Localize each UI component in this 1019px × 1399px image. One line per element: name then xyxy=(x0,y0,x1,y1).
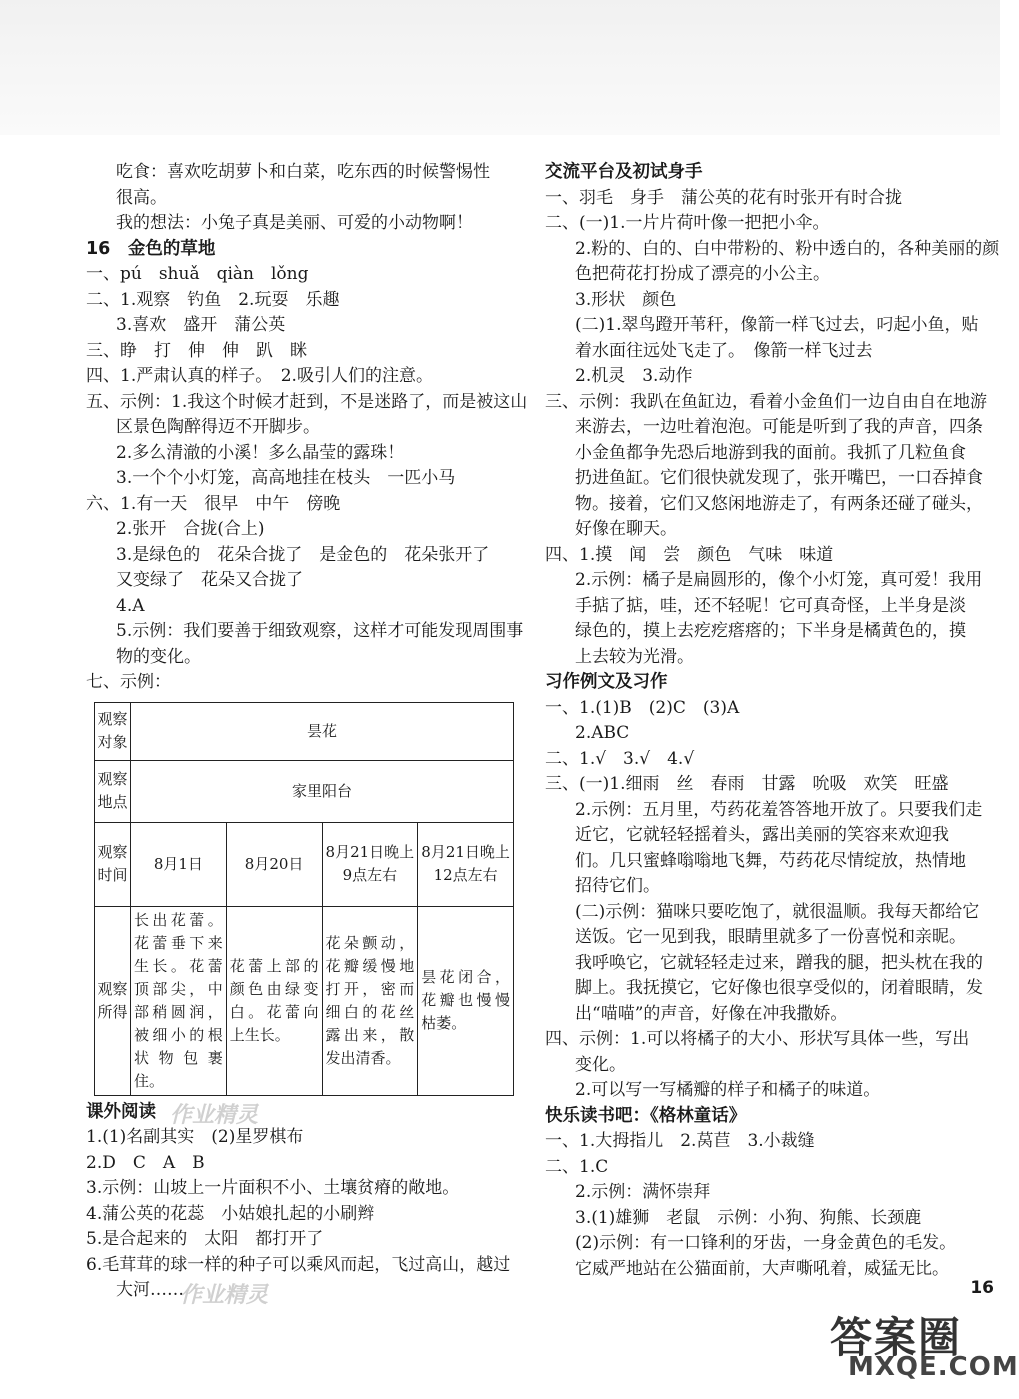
answer-line: 3.是绿色的 花朵合拢了 是金色的 花朵张开了 xyxy=(116,544,490,565)
section-title: 习作例文及习作 xyxy=(545,672,668,692)
answer-line: 一、羽毛 身手 蒲公英的花有时张开有时合拢 xyxy=(545,187,902,208)
answer-line: 又变绿了 花朵又合拢了 xyxy=(116,570,303,590)
faint-watermark: 作业精灵 xyxy=(180,1282,269,1308)
answer-line: 2.粉的、白的、白中带粉的、粉中透白的，各种美丽的颜 xyxy=(575,238,1000,259)
page-number: 16 xyxy=(970,1278,994,1298)
answer-line: 三、睁 打 伸 伸 趴 眯 xyxy=(86,340,307,361)
answer-line: 它威严地站在公猫面前，大声嘶吼着，威猛无比。 xyxy=(575,1258,949,1279)
answer-line: 手掂了掂，哇，还不轻呢！它可真奇怪，上半身是淡 xyxy=(575,595,966,616)
answer-line: 6.毛茸茸的球一样的种子可以乘风而起，飞过高山，越过 xyxy=(86,1254,511,1275)
observation-table-wrap xyxy=(94,702,526,1096)
answer-line: 好像在聊天。 xyxy=(575,519,677,539)
lesson-title: 16 金色的草地 xyxy=(86,238,216,259)
table-cell: 家里阳台 xyxy=(131,760,514,822)
answer-line: (二)示例：猫咪只要吃饱了，就很温顺。我每天都给它 xyxy=(575,901,980,922)
faint-watermark: 作业精灵 xyxy=(170,1102,259,1128)
table-cell: 花蕾上部的颜色由绿变白。花蕾向上生长。 xyxy=(226,906,322,1095)
table-cell: 8月1日 xyxy=(131,822,227,906)
answer-line: 2.示例：满怀崇拜 xyxy=(575,1182,711,1202)
answer-line: 四、示例：1.可以将橘子的大小、形状写具体一些，写出 xyxy=(545,1029,970,1049)
answer-line: 变化。 xyxy=(575,1054,626,1075)
answer-line: 3.示例：山坡上一片面积不小、土壤贫瘠的敞地。 xyxy=(86,1178,460,1198)
answer-line: 3.喜欢 盛开 蒲公英 xyxy=(116,315,286,335)
answer-line: 七、示例： xyxy=(86,672,171,692)
answer-line: 三、(一)1.细雨 丝 春雨 甘露 吮吸 欢笑 旺盛 xyxy=(545,774,949,794)
answer-line: 一、1.(1)B (2)C (3)A xyxy=(545,697,740,718)
answer-line: 五、示例：1.我这个时候才赶到，不是迷路了，而是被这山 xyxy=(86,391,528,412)
table-cell: 昙花 xyxy=(131,702,514,760)
table-row xyxy=(95,760,514,822)
table-cell: 8月20日 xyxy=(226,822,322,906)
answer-line: 5.示例：我们要善于细致观察，这样才可能发现周围事 xyxy=(116,621,524,641)
answer-line: 5.是合起来的 太阳 都打开了 xyxy=(86,1229,324,1249)
answer-line: 四、1.摸 闻 尝 颜色 气味 味道 xyxy=(545,544,834,565)
table-cell: 长出花蕾。花蕾垂下来生长。花蕾顶部尖，中部稍圆润，被细小的根状物包裹住。 xyxy=(131,906,227,1095)
answer-line: 2.机灵 3.动作 xyxy=(575,366,693,386)
answer-line: 大河…… xyxy=(116,1280,184,1300)
answer-line: 2.示例：橘子是扁圆形的，像个小灯笼，真可爱！我用 xyxy=(575,570,983,590)
section-title: 课外阅读 xyxy=(86,1101,156,1122)
answer-line: 二、1.观察 钓鱼 2.玩耍 乐趣 xyxy=(86,289,340,310)
table-cell: 8月21日晚上9点左右 xyxy=(322,822,418,906)
table-cell: 昙花闭合，花瓣也慢慢枯萎。 xyxy=(418,906,514,1095)
text-line: 很高。 xyxy=(116,187,167,208)
left-column xyxy=(86,160,526,1304)
right-column xyxy=(545,160,1000,1282)
answer-line: 出“喵喵”的声音，好像在冲我撒娇。 xyxy=(575,1003,848,1024)
table-row xyxy=(95,906,514,1095)
answer-line: 1.(1)名副其实 (2)星罗棋布 xyxy=(86,1127,304,1147)
section-title: 交流平台及初试身手 xyxy=(545,162,703,182)
answer-line: 2.可以写一写橘瓣的样子和橘子的味道。 xyxy=(575,1080,881,1100)
table-header-cell: 观察时间 xyxy=(95,822,131,906)
table-header-cell: 观察所得 xyxy=(95,906,131,1095)
answer-line: 物的变化。 xyxy=(116,646,201,667)
table-row xyxy=(95,822,514,906)
answer-line: 六、1.有一天 很早 中午 傍晚 xyxy=(86,493,341,514)
text-line: 吃食：喜欢吃胡萝卜和白菜，吃东西的时候警惕性 xyxy=(116,162,490,182)
answer-line: 2.D C A B xyxy=(86,1152,205,1173)
answer-line: 二、1.C xyxy=(545,1156,609,1177)
answer-line: 着水面往远处飞走了。 像箭一样飞过去 xyxy=(575,340,873,361)
table-header-cell: 观察对象 xyxy=(95,702,131,760)
answer-line: 一、pú shuǎ qiàn lǒng xyxy=(86,264,309,284)
text-line: 我的想法：小兔子真是美丽、可爱的小动物啊！ xyxy=(116,213,473,233)
answer-line: 物。接着，它们又悠闲地游走了，有两条还碰了碰头， xyxy=(575,493,983,514)
answer-line: 扔进鱼缸。它们很快就发现了，张开嘴巴，一口吞掉食 xyxy=(575,468,983,488)
table-row xyxy=(95,702,514,760)
table-cell: 花朵颤动，花瓣缓慢地打开，密而细白的花丝露出来，散发出清香。 xyxy=(322,906,418,1095)
answer-line: 们。几只蜜蜂嗡嗡地飞舞，芍药花尽情绽放，热情地 xyxy=(575,850,966,871)
answer-line: 上去较为光滑。 xyxy=(575,646,694,667)
answer-line: 一、1.大拇指儿 2.莴苣 3.小裁缝 xyxy=(545,1131,815,1151)
table-cell: 8月21日晚上12点左右 xyxy=(418,822,514,906)
answer-line: 3.形状 颜色 xyxy=(575,289,677,310)
scan-header-band xyxy=(0,0,1000,135)
answer-line: 近它，它就轻轻摇着头，露出美丽的笑容来欢迎我 xyxy=(575,825,949,845)
observation-table xyxy=(94,702,514,1096)
answer-line: 三、示例：我趴在鱼缸边，看着小金鱼们一边自由自在地游 xyxy=(545,391,987,412)
answer-line: 2.示例：五月里，芍药花羞答答地开放了。只要我们走 xyxy=(575,799,983,820)
answer-line: 2.张开 合拢(合上) xyxy=(116,519,265,539)
section-title: 快乐读书吧：《格林童话》 xyxy=(545,1105,747,1126)
answer-line: 区景色陶醉得迈不开脚步。 xyxy=(116,417,320,437)
watermark-url: MXQE.COM xyxy=(848,1352,1019,1382)
answer-line: 2.多么清澈的小溪！多么晶莹的露珠！ xyxy=(116,442,405,463)
table-header-cell: 观察地点 xyxy=(95,760,131,822)
answer-line: 4.A xyxy=(116,595,145,616)
answer-line: 绿色的，摸上去疙疙瘩瘩的；下半身是橘黄色的，摸 xyxy=(575,621,966,641)
answer-line: 招待它们。 xyxy=(575,876,660,896)
answer-line: 3.一个个小灯笼，高高地挂在枝头 一匹小马 xyxy=(116,468,456,488)
answer-line: (二)1.翠鸟蹬开苇秆，像箭一样飞过去，叼起小鱼，贴 xyxy=(575,315,979,335)
answer-line: 四、1.严肃认真的样子。 2.吸引人们的注意。 xyxy=(86,366,433,386)
answer-line: 2.ABC xyxy=(575,723,630,743)
answer-line: 色把荷花打扮成了漂亮的小公主。 xyxy=(575,264,830,284)
answer-line: 送饭。它一见到我，眼睛里就多了一份喜悦和亲昵。 xyxy=(575,927,966,947)
answer-line: 二、1.√ 3.√ 4.√ xyxy=(545,748,695,769)
answer-line: 4.蒲公英的花蕊 小姑娘扎起的小刷辫 xyxy=(86,1203,375,1224)
answer-line: 我呼唤它，它就轻轻走过来，蹭我的腿，把头枕在我的 xyxy=(575,952,983,973)
answer-line: 二、(一)1.一片片荷叶像一把把小伞。 xyxy=(545,213,830,233)
answer-line: 脚上。我抚摸它，它好像也很享受似的，闭着眼睛，发 xyxy=(575,978,983,998)
answer-line: 小金鱼都争先恐后地游到我的面前。我抓了几粒鱼食 xyxy=(575,442,966,463)
watermark-logo: 答案圈 xyxy=(830,1313,963,1362)
answer-line: (2)示例：有一口锋利的牙齿，一身金黄色的毛发。 xyxy=(575,1233,957,1253)
answer-line: 3.(1)雄狮 老鼠 示例：小狗、狗熊、长颈鹿 xyxy=(575,1207,922,1228)
answer-line: 来游去，一边吐着泡泡。可能是听到了我的声音，四条 xyxy=(575,417,983,437)
